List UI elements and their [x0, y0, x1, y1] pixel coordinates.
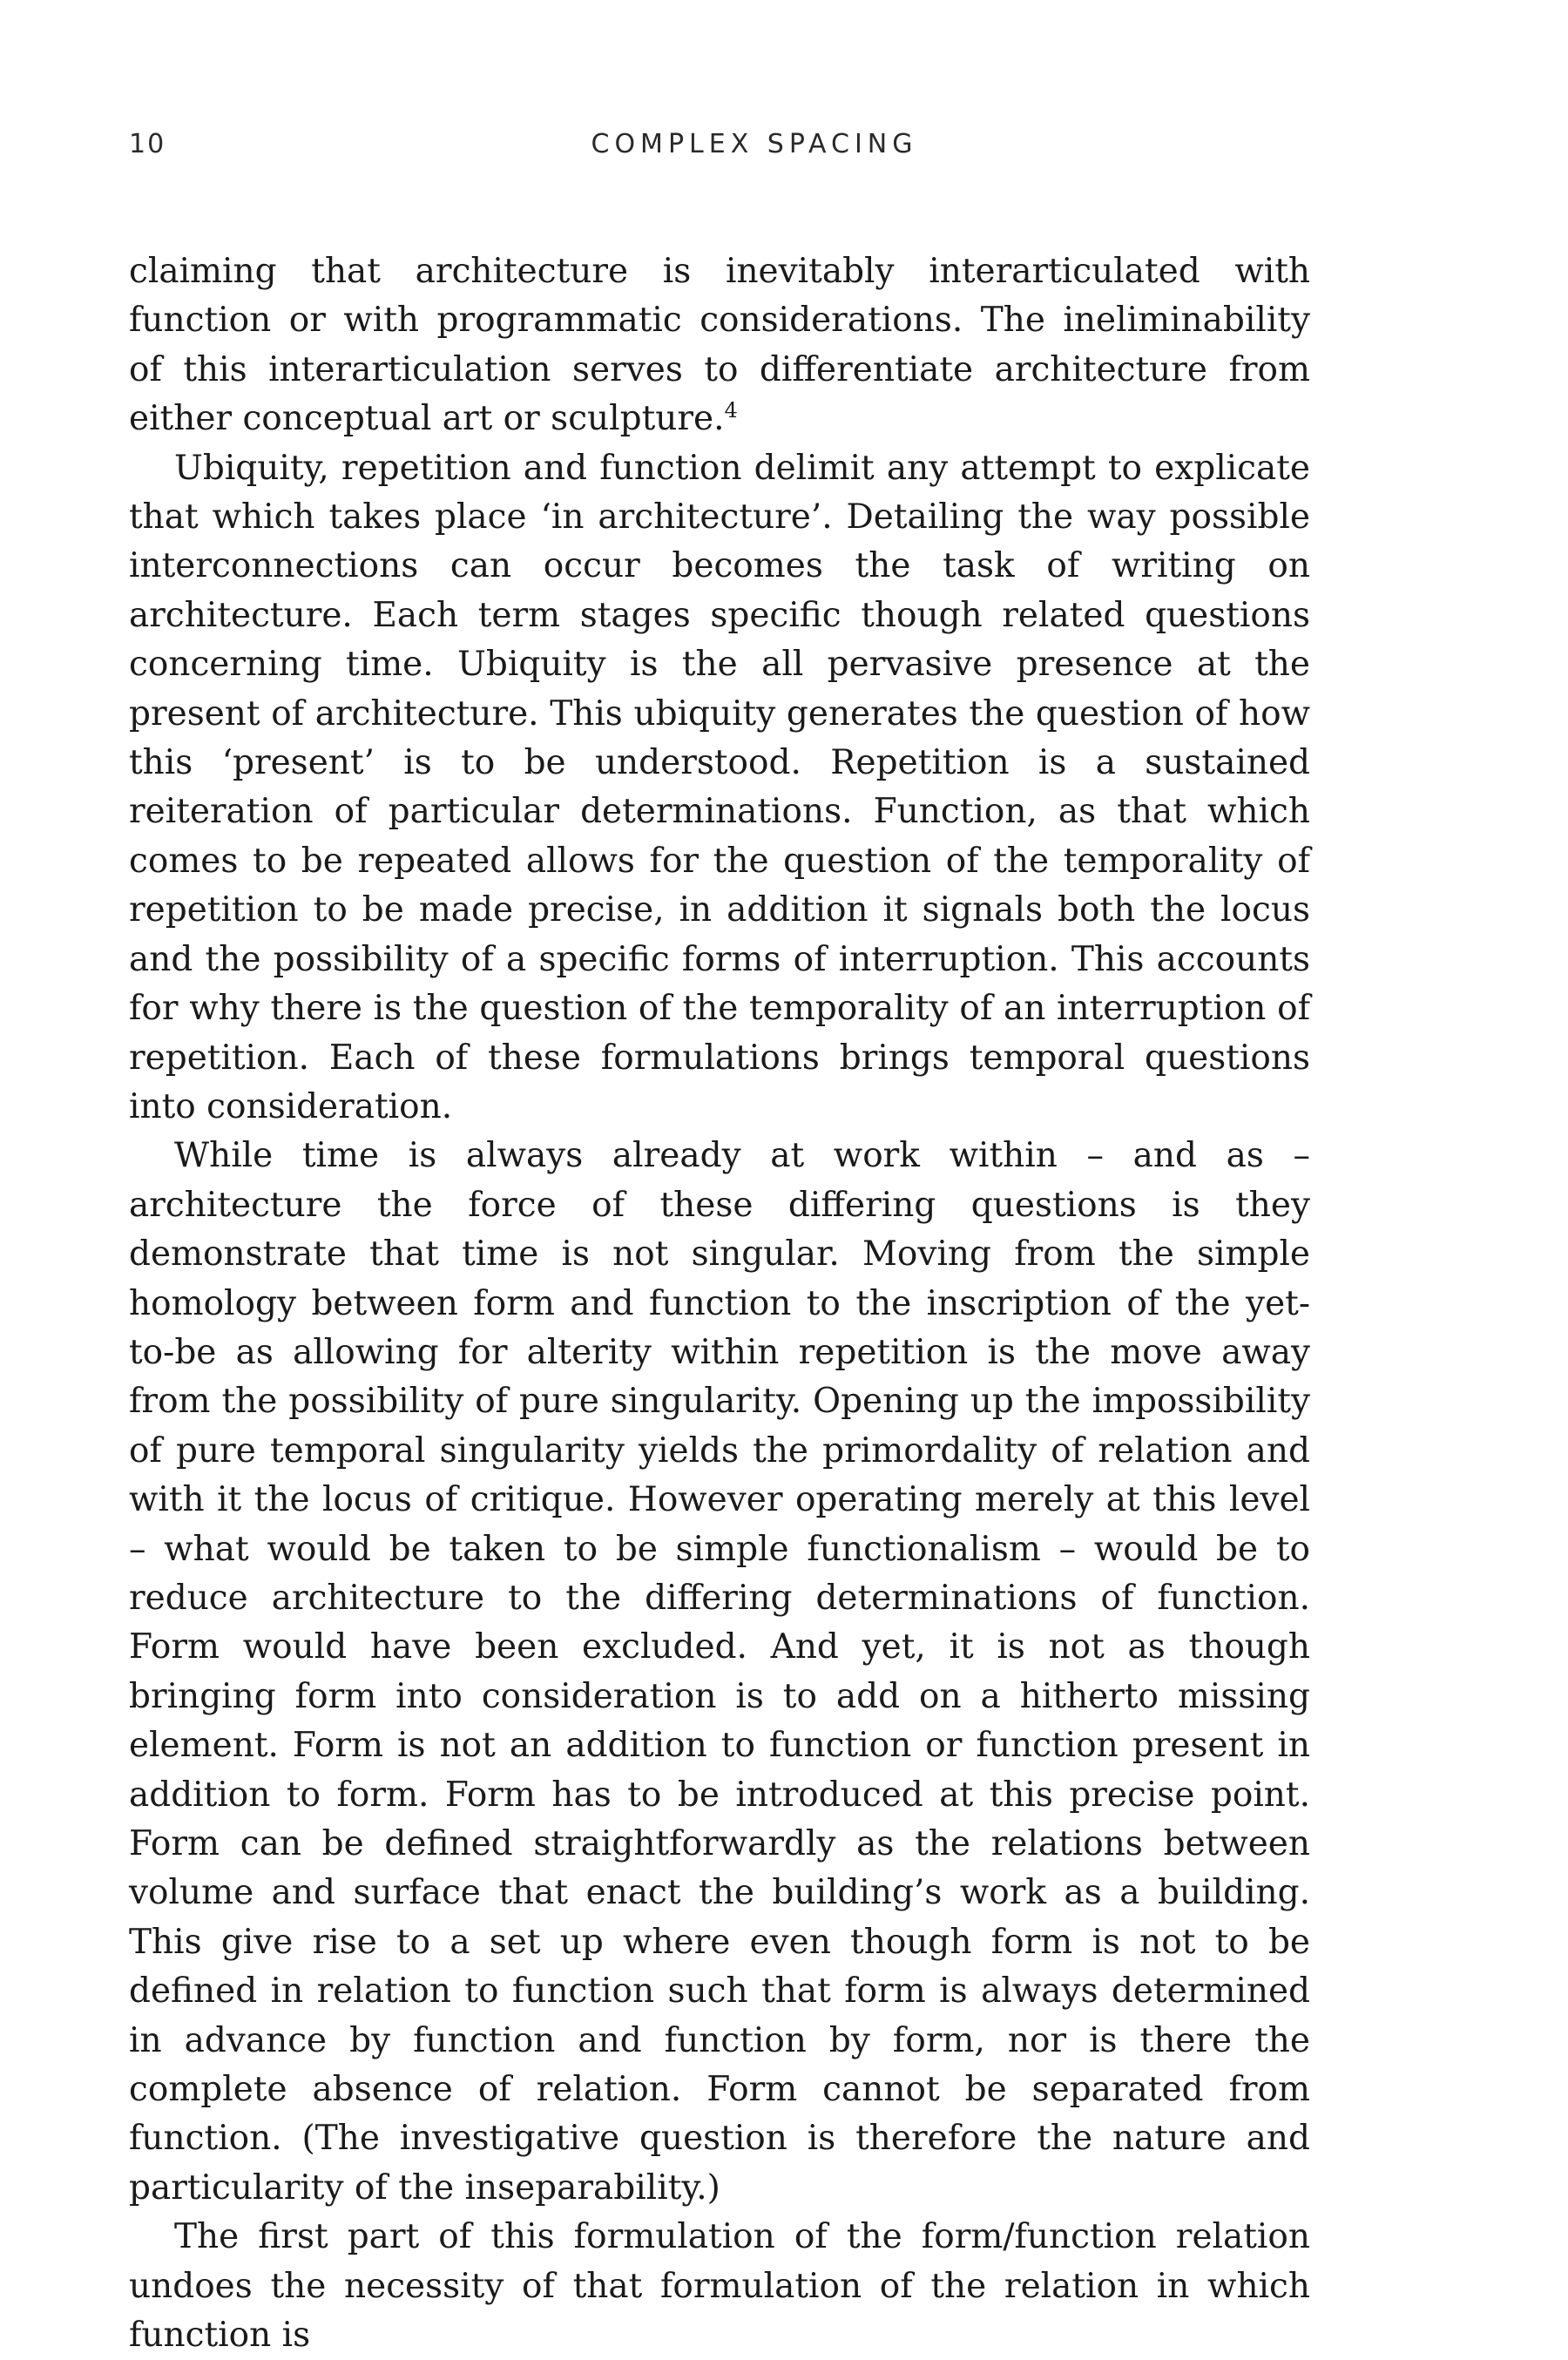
- running-title: COMPLEX SPACING: [591, 129, 918, 159]
- paragraph-1-text: claiming that architecture is inevitably interarticulated with function or with programmatic considerations. The ineliminability of this interarticulation serves to differentiate architecture from either conceptual art or sculpture.: [129, 252, 1310, 439]
- page-number: 10: [129, 129, 166, 159]
- paragraph-2: Ubiquity, repetition and function delimit any attempt to explicate that which takes place ‘in architecture’. Detailing the way possible interconnections can occur becomes the task of writing on architecture. Each term stages specific though related questions concerning time. Ubiquity is the all pervasive presence at the present of architecture. This ubiquity generates the question of how this ‘present’ is to be understood. Repetition is a sustained reiteration of particular determinations. Function, as that which comes to be repeated allows for the question of the temporality of repetition to be made precise, in addition it signals both the locus and the possibility of a specific forms of interruption. This accounts for why there is the question of the temporality of an interruption of repetition. Each of these formulations brings temporal questions into consideration.: [129, 448, 1310, 1126]
- paragraph-1: [129, 247, 1310, 444]
- paragraph-4: The first part of this formulation of the form/function relation undoes the necessity of that formulation of the relation in which function is: [129, 2217, 1310, 2356]
- paragraph-3: While time is always already at work within – and as – architecture the force of these differing questions is they demonstrate that time is not singular. Moving from the simple homology between form and function to the inscription of the yet-to-be as allowing for alterity within repetition is the move away from the possibility of pure singularity. Opening up the impossibility of pure temporal singularity yields the primordality of relation and with it the locus of critique. However operating merely at this level – what would be taken to be simple functionalism – would be to reduce architecture to the differing determinations of function. Form would have been excluded. And yet, it is not as though bringing form into consideration is to add on a hitherto missing element. Form is not an addition to function or function present in addition to form. Form has to be introduced at this precise point. Form can be defined straightforwardly as the relations between volume and surface that enact the building’s work as a building. This give rise to a set up where even though form is not to be defined in relation to function such that form is always determined in advance by function and function by form, nor is there the complete absence of relation. Form cannot be separated from function. (The investigative question is therefore the nature and particularity of the inseparability.): [129, 1136, 1310, 2208]
- running-head: [129, 129, 1310, 164]
- body-text: [129, 247, 1310, 2360]
- footnote-marker[interactable]: 4: [724, 398, 738, 423]
